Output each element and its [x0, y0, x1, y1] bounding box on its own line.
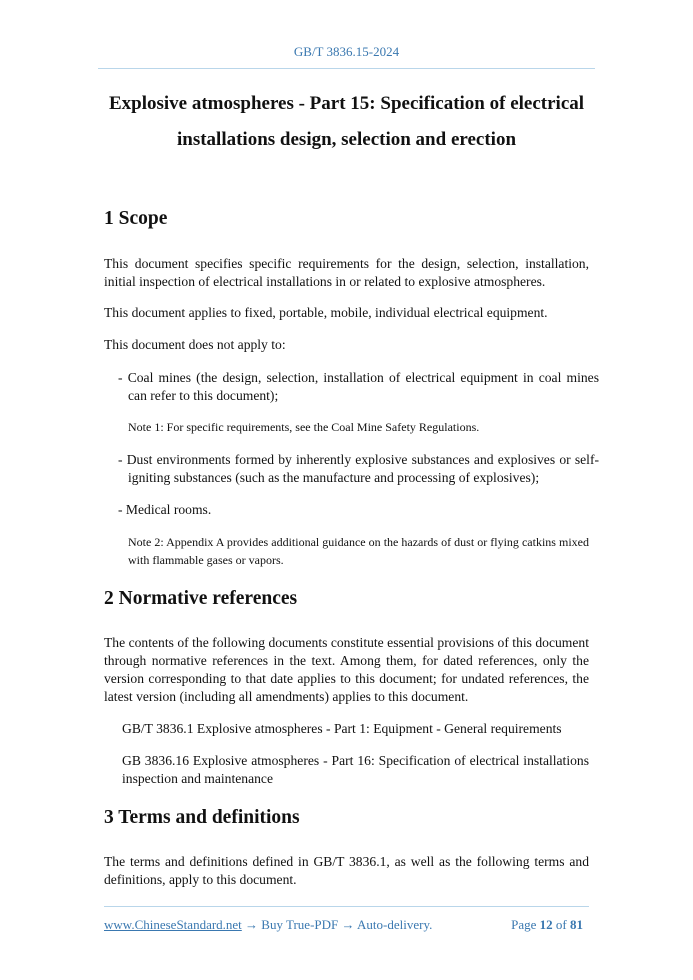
list-item: - Dust environments formed by inherently explosive substances and explosives or self-igniting substances (such as the manufacture and processing of explosives); [118, 452, 599, 485]
note: Note 1: For specific requirements, see the Coal Mine Safety Regulations. [128, 420, 480, 434]
paragraph: The contents of the following documents constitute essential provisions of this document through normative references in the text. Among them, for dated references, only the version corresponding to that date applies to this document; for undated references, the latest version (including all amendments) applies to this document. [104, 635, 589, 704]
paragraph: This document does not apply to: [104, 337, 286, 352]
reference-item: GB 3836.16 Explosive atmospheres - Part 16: Specification of electrical installations inspection and maintenance [122, 753, 589, 786]
footer-link[interactable]: www.ChineseStandard.net [104, 917, 242, 932]
total-pages: 81 [570, 917, 583, 932]
header-doc-id: GB/T 3836.15-2024 [293, 44, 400, 59]
paragraph: This document specifies specific requirements for the design, selection, installation, initial inspection of electrical installations in or related to explosive atmospheres. [104, 256, 589, 289]
footer-promo-text: → Buy True-PDF → Auto-delivery. [241, 917, 433, 932]
page-title [90, 86, 603, 158]
page-label: Page [511, 917, 537, 932]
title-line-2: installations design, selection and erection [176, 129, 517, 150]
paragraph: The terms and definitions defined in GB/T 3836.1, as well as the following terms and definitions, apply to this document. [104, 854, 589, 887]
page-number [511, 917, 583, 933]
section-heading-normative-references: 2 Normative references [104, 588, 298, 609]
list-item: - Coal mines (the design, selection, installation of electrical equipment in coal mines can refer to this document); [118, 370, 599, 403]
section-heading-terms: 3 Terms and definitions [104, 807, 300, 828]
title-line-1: Explosive atmospheres - Part 15: Specification of electrical [108, 93, 585, 114]
section-heading-scope: 1 Scope [104, 208, 168, 229]
reference-item: GB/T 3836.1 Explosive atmospheres - Part 1: Equipment - General requirements [122, 721, 562, 736]
of-label: of [555, 917, 567, 932]
current-page: 12 [539, 917, 553, 932]
header-divider [98, 68, 595, 69]
list-item: - Medical rooms. [118, 502, 212, 517]
note: Note 2: Appendix A provides additional guidance on the hazards of dust or flying catkins mixed with flammable gases or vapors. [128, 535, 589, 567]
footer-promo [104, 917, 432, 933]
footer-divider [104, 906, 589, 907]
paragraph: This document applies to fixed, portable, mobile, individual electrical equipment. [104, 305, 548, 320]
